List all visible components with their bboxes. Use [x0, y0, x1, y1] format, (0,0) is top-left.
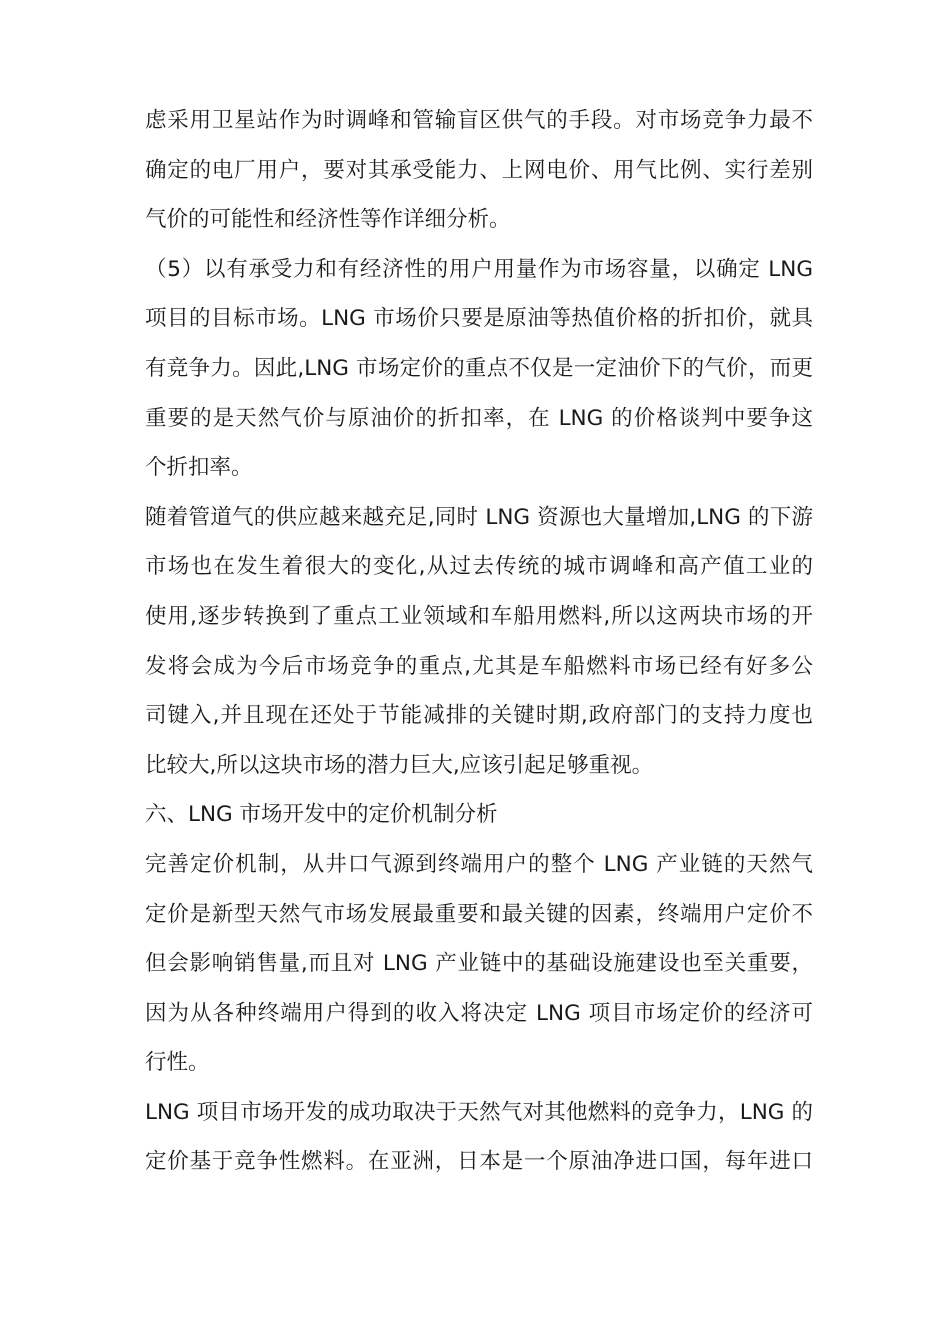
text-line: 行性。 [145, 1050, 210, 1076]
text-line: 气价的可能性和经济性等作详细分析。 [145, 207, 511, 233]
paragraph-pipeline-supply [145, 493, 813, 791]
document-body [145, 96, 813, 1187]
text-line: 使用,逐步转换到了重点工业领域和车船用燃料,所以这两块市场的开 [145, 603, 813, 629]
paragraph-satellite-station [145, 96, 813, 245]
paragraph-pricing-mechanism [145, 840, 813, 1088]
text-line: LNG 项目市场开发的成功取决于天然气对其他燃料的竞争力，LNG 的 [145, 1099, 813, 1125]
section-heading: 六、LNG 市场开发中的定价机制分析 [145, 802, 498, 828]
text-line: 但会影响销售量,而且对 LNG 产业链中的基础设施建设也至关重要， [145, 951, 813, 977]
text-line: 市场也在发生着很大的变化,从过去传统的城市调峰和高产值工业的 [145, 554, 813, 580]
text-line: 因为从各种终端用户得到的收入将决定 LNG 项目市场定价的经济可 [145, 1000, 813, 1026]
text-line: 定价基于竞争性燃料。在亚洲，日本是一个原油净进口国，每年进口 [145, 1149, 813, 1175]
text-line: 定价是新型天然气市场发展最重要和最关键的因素，终端用户定价不 [145, 901, 813, 927]
text-line: 重要的是天然气价与原油价的折扣率，在 LNG 的价格谈判中要争这 [145, 405, 813, 431]
paragraph-competitiveness [145, 1088, 813, 1187]
text-line: 确定的电厂用户，要对其承受能力、上网电价、用气比例、实行差别 [145, 157, 813, 183]
text-line: 随着管道气的供应越来越充足,同时 LNG 资源也大量增加,LNG 的下游 [145, 504, 813, 530]
text-line: 比较大,所以这块市场的潜力巨大,应该引起足够重视。 [145, 752, 654, 778]
text-line: 发将会成为今后市场竞争的重点,尤其是车船燃料市场已经有好多公 [145, 653, 813, 679]
text-line: 完善定价机制，从井口气源到终端用户的整个 LNG 产业链的天然气 [145, 851, 813, 877]
section-heading-6 [145, 790, 813, 840]
text-line: 司键入,并且现在还处于节能减排的关键时期,政府部门的支持力度也 [145, 703, 813, 729]
paragraph-item-5 [145, 245, 813, 493]
text-line: 项目的目标市场。LNG 市场价只要是原油等热值价格的折扣价，就具 [145, 306, 813, 332]
text-line: （5）以有承受力和有经济性的用户用量作为市场容量，以确定 LNG [145, 256, 813, 282]
text-line: 有竞争力。因此,LNG 市场定价的重点不仅是一定油价下的气价，而更 [145, 355, 813, 381]
text-line: 个折扣率。 [145, 455, 253, 481]
text-line: 虑采用卫星站作为时调峰和管输盲区供气的手段。对市场竞争力最不 [145, 108, 813, 133]
